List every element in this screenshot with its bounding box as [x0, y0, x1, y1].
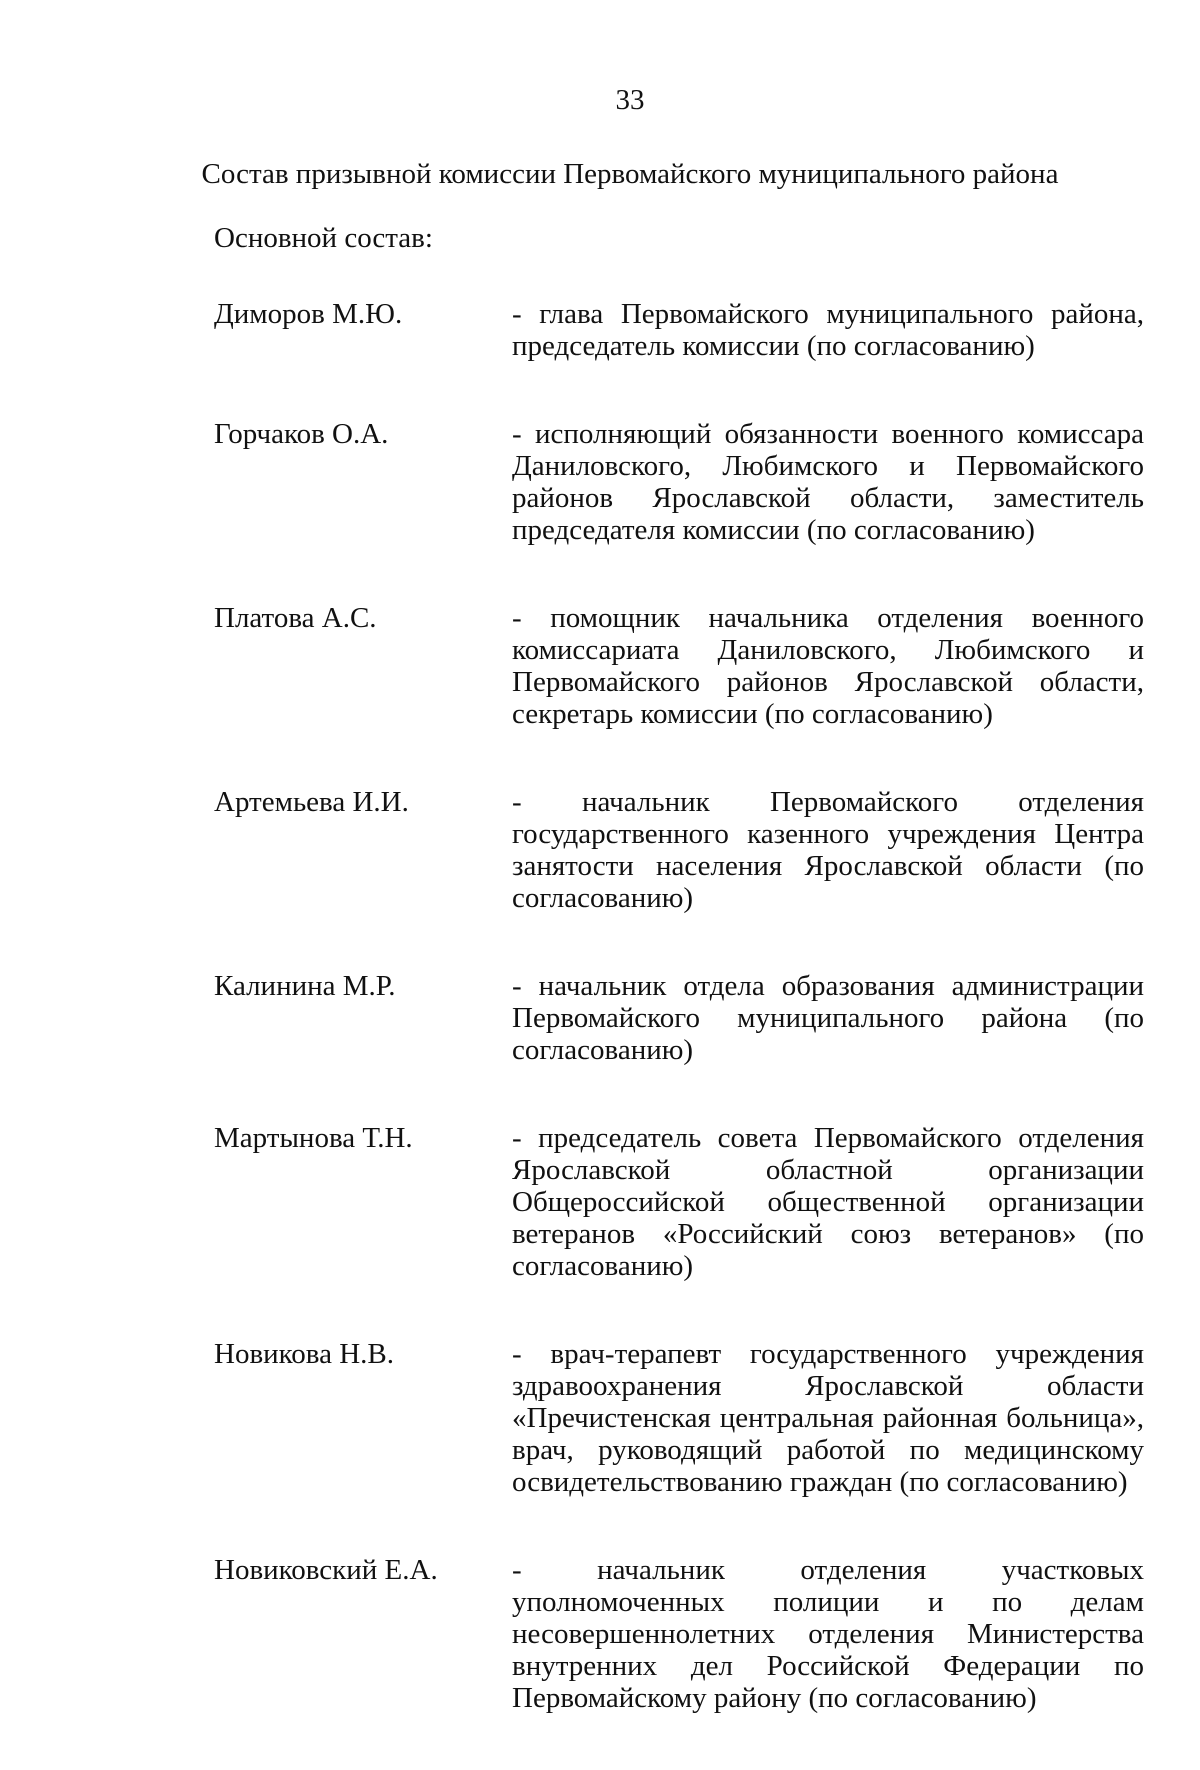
member-role: - глава Первомайского муниципального района, председатель комиссии (по согласованию): [512, 298, 1144, 362]
member-row: [214, 1554, 1144, 1714]
section-heading: Основной состав:: [214, 222, 433, 254]
member-row: [214, 418, 1144, 546]
member-name: Горчаков О.А.: [214, 418, 389, 450]
document-title: Состав призывной комиссии Первомайского муниципального района: [201, 158, 1059, 190]
member-name: Платова А.С.: [214, 602, 377, 634]
member-role: - председатель совета Первомайского отделения Ярославской областной организации Общероссийской общественной организации ветеранов «Российский союз ветеранов» (по согласованию): [512, 1122, 1144, 1282]
member-name: Мартынова Т.Н.: [214, 1122, 413, 1154]
member-role: - помощник начальника отделения военного комиссариата Даниловского, Любимского и Первомайского районов Ярославской области, секретарь комиссии (по согласованию): [512, 602, 1144, 730]
member-role: - начальник отделения участковых уполномоченных полиции и по делам несовершеннолетних отделения Министерства внутренних дел Российской Федерации по Первомайскому району (по согласованию): [512, 1554, 1144, 1714]
member-name: Новиковский Е.А.: [214, 1554, 438, 1586]
member-row: [214, 1338, 1144, 1498]
member-row: [214, 298, 1144, 362]
member-name: Калинина М.Р.: [214, 970, 396, 1002]
member-name: Новикова Н.В.: [214, 1338, 394, 1370]
member-role: - начальник отдела образования администрации Первомайского муниципального района (по согласованию): [512, 970, 1144, 1066]
member-role: - начальник Первомайского отделения государственного казенного учреждения Центра занятости населения Ярославской области (по согласованию): [512, 786, 1144, 914]
member-row: [214, 602, 1144, 730]
member-row: [214, 970, 1144, 1066]
member-row: [214, 786, 1144, 914]
member-role: - исполняющий обязанности военного комиссара Даниловского, Любимского и Первомайского районов Ярославской области, заместитель председателя комиссии (по согласованию): [512, 418, 1144, 546]
member-name: Артемьева И.И.: [214, 786, 409, 818]
member-row: [214, 1122, 1144, 1282]
member-role: - врач-терапевт государственного учреждения здравоохранения Ярославской области «Пречистенская центральная районная больница», врач, руководящий работой по медицинскому освидетельствованию граждан (по согласованию): [512, 1338, 1144, 1498]
member-name: Диморов М.Ю.: [214, 298, 403, 330]
page-number: 33: [615, 84, 645, 116]
members-list: [214, 298, 1144, 1770]
